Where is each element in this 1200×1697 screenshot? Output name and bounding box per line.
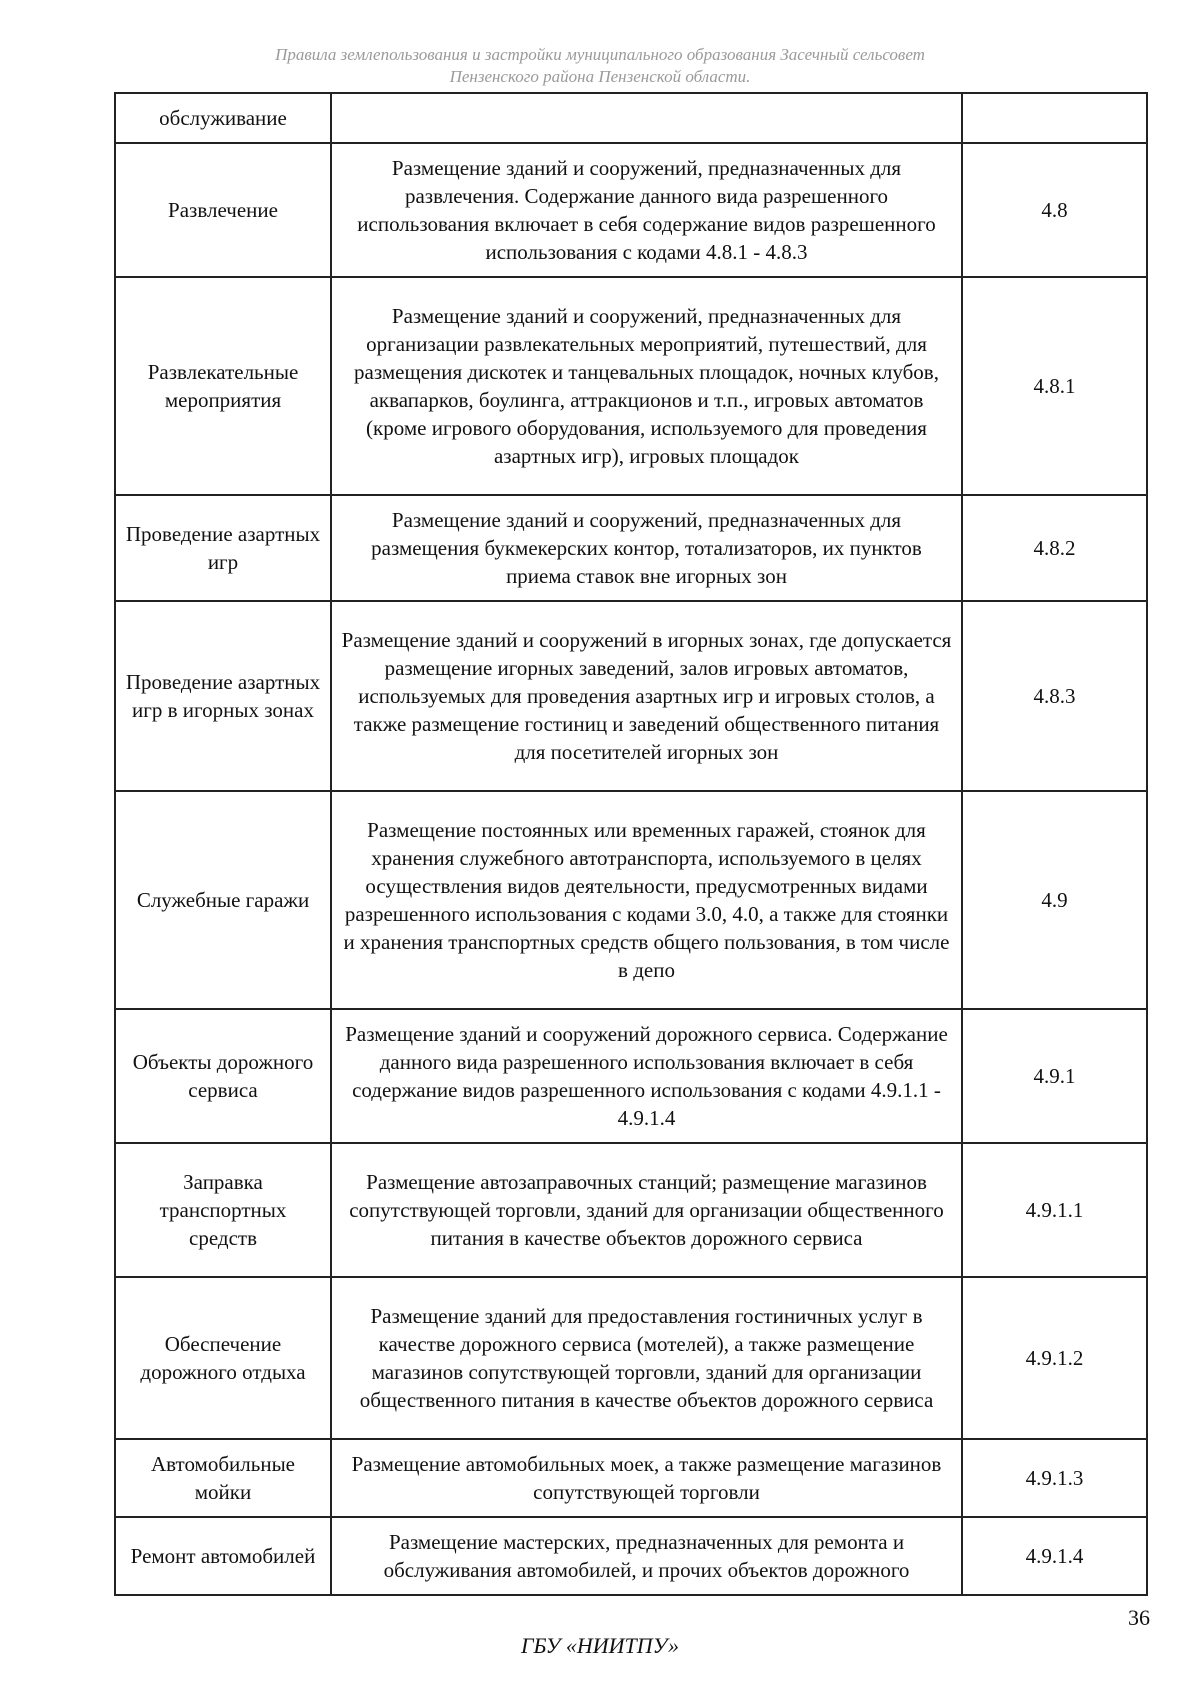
use-type-description-cell: Размещение зданий и сооружений дорожного сервиса. Содержание данного вида разрешенного использования включает в себя содержание видов разрешенного использования с кодами 4.9.1.1 - 4.9.1.4 <box>331 1009 962 1143</box>
use-type-code-cell: 4.9.1.3 <box>962 1439 1147 1517</box>
page-footer: ГБУ «НИИТПУ» <box>520 1633 680 1658</box>
use-type-description-cell: Размещение зданий и сооружений, предназначенных для организации развлекательных мероприятий, путешествий, для размещения дискотек и танцевальных площадок, ночных клубов, аквапарков, боулинга, аттракционов и т.п., игровых автоматов (кроме игрового оборудования, используемого для проведения азартных игр), игровых площадок <box>331 277 962 495</box>
use-type-description-cell: Размещение автозаправочных станций; размещение магазинов сопутствующей торговли, зданий для организации общественного питания в качестве объектов дорожного сервиса <box>331 1143 962 1277</box>
use-type-name-cell: обслуживание <box>115 93 331 143</box>
table-row <box>115 1143 1147 1277</box>
table-row <box>115 1517 1147 1595</box>
table-row <box>115 791 1147 1009</box>
use-type-name-cell: Заправка транспортных средств <box>115 1143 331 1277</box>
use-type-name-cell: Обеспечение дорожного отдыха <box>115 1277 331 1439</box>
use-type-code-cell: 4.8.2 <box>962 495 1147 601</box>
running-header-line-2: Пензенского района Пензенской области. <box>449 67 751 86</box>
table-row <box>115 495 1147 601</box>
use-type-code-cell: 4.9.1.1 <box>962 1143 1147 1277</box>
table-row <box>115 143 1147 277</box>
use-type-name-cell: Проведение азартных игр в игорных зонах <box>115 601 331 791</box>
page-number: 36 <box>1128 1605 1150 1630</box>
table-row <box>115 277 1147 495</box>
table-row <box>115 1277 1147 1439</box>
use-type-code-cell: 4.9 <box>962 791 1147 1009</box>
use-type-code-cell: 4.9.1.4 <box>962 1517 1147 1595</box>
use-type-code-cell: 4.9.1.2 <box>962 1277 1147 1439</box>
use-type-code-cell: 4.8.1 <box>962 277 1147 495</box>
use-type-code-cell <box>962 93 1147 143</box>
use-type-description-cell: Размещение мастерских, предназначенных для ремонта и обслуживания автомобилей, и прочих объектов дорожного <box>331 1517 962 1595</box>
use-type-name-cell: Развлечение <box>115 143 331 277</box>
use-type-name-cell: Ремонт автомобилей <box>115 1517 331 1595</box>
running-header-line-1: Правила землепользования и застройки муниципального образования Засечный сельсовет <box>275 45 925 64</box>
use-type-description-cell: Размещение автомобильных моек, а также размещение магазинов сопутствующей торговли <box>331 1439 962 1517</box>
use-type-code-cell: 4.8 <box>962 143 1147 277</box>
land-use-table <box>114 92 1148 1596</box>
use-type-name-cell: Развлекательные мероприятия <box>115 277 331 495</box>
use-type-description-cell: Размещение зданий и сооружений, предназначенных для размещения букмекерских контор, тотализаторов, их пунктов приема ставок вне игорных зон <box>331 495 962 601</box>
use-type-name-cell: Проведение азартных игр <box>115 495 331 601</box>
use-type-description-cell: Размещение зданий и сооружений в игорных зонах, где допускается размещение игорных заведений, залов игровых автоматов, используемых для проведения азартных игр и игровых столов, а также размещение гостиниц и заведений общественного питания для посетителей игорных зон <box>331 601 962 791</box>
use-type-code-cell: 4.8.3 <box>962 601 1147 791</box>
table-row <box>115 1009 1147 1143</box>
use-type-description-cell: Размещение зданий для предоставления гостиничных услуг в качестве дорожного сервиса (мотелей), а также размещение магазинов сопутствующей торговли, зданий для организации общественного питания в качестве объектов дорожного сервиса <box>331 1277 962 1439</box>
use-type-code-cell: 4.9.1 <box>962 1009 1147 1143</box>
table-row <box>115 93 1147 143</box>
table-row <box>115 601 1147 791</box>
running-header <box>180 44 1020 88</box>
use-type-name-cell: Автомобильные мойки <box>115 1439 331 1517</box>
table-row <box>115 1439 1147 1517</box>
use-type-name-cell: Служебные гаражи <box>115 791 331 1009</box>
use-type-description-cell <box>331 93 962 143</box>
use-type-description-cell: Размещение зданий и сооружений, предназначенных для развлечения. Содержание данного вида разрешенного использования включает в себя содержание видов разрешенного использования с кодами 4.8.1 - 4.8.3 <box>331 143 962 277</box>
use-type-name-cell: Объекты дорожного сервиса <box>115 1009 331 1143</box>
use-type-description-cell: Размещение постоянных или временных гаражей, стоянок для хранения служебного автотранспорта, используемого в целях осуществления видов деятельности, предусмотренных видами разрешенного использования с кодами 3.0, 4.0, а также для стоянки и хранения транспортных средств общего пользования, в том числе в депо <box>331 791 962 1009</box>
